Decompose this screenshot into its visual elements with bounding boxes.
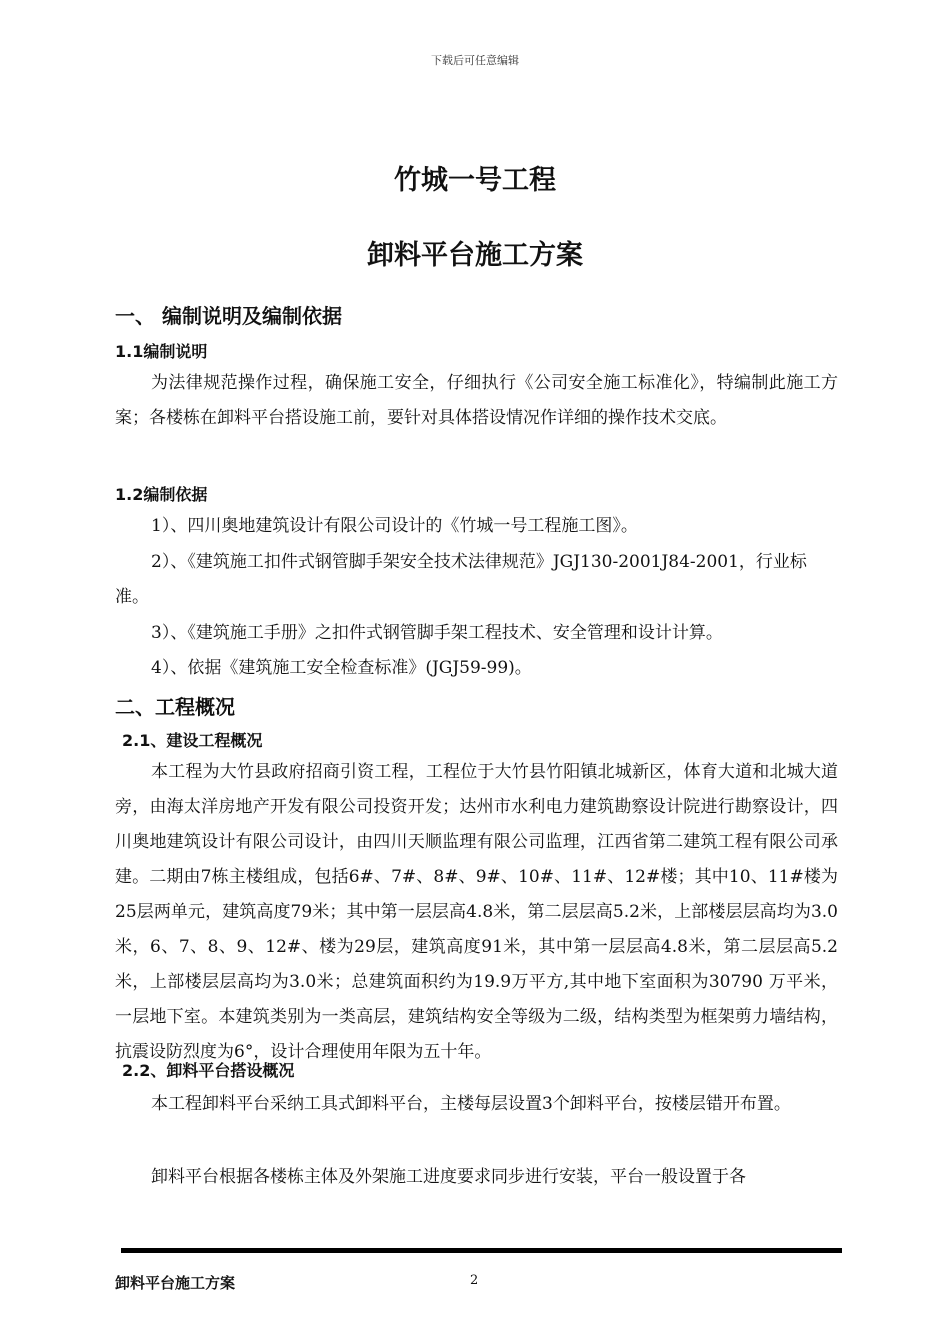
document-title: 卸料平台施工方案 bbox=[367, 240, 583, 271]
section-2-1-heading: 2.1、建设工程概况 bbox=[122, 731, 263, 750]
section-1-2-heading: 1.2编制依据 bbox=[115, 485, 208, 504]
footer-divider bbox=[121, 1248, 842, 1253]
section-2-1-paragraph: 本工程为大竹县政府招商引资工程，工程位于大竹县竹阳镇北城新区，体育大道和北城大道旁，由海太洋房地产开发有限公司投资开发；达州市水利电力建筑勘察设计院进行勘察设计，四川奥地建筑设计有限公司设计，由四川天顺监理有限公司监理，江西省第二建筑工程有限公司承建。二期由7栋主楼组成，包括6#、7#、8#、9#、10#、11#、12#楼；其中10、11#楼为25层两单元，建筑高度79米；其中第一层层高4.8米，第二层层高5.2米，上部楼层层高均为3.0米，6、7、8、9、12#、楼为29层，建筑高度91米，其中第一层层高4.8米，第二层层高5.2米，上部楼层层高均为3.0米；总建筑面积约为19.9万平方,其中地下室面积为30790 万平米，一层地下室。本建筑类别为一类高层，建筑结构安全等级为二级，结构类型为框架剪力墙结构，抗震设防烈度为6°，设计合理使用年限为五十年。 bbox=[115, 762, 838, 1062]
basis-item-1: 1）、四川奥地建筑设计有限公司设计的《竹城一号工程施工图》。 bbox=[151, 516, 638, 536]
section-2-2-paragraph-1: 本工程卸料平台采纳工具式卸料平台，主楼每层设置3个卸料平台，按楼层错开布置。 bbox=[151, 1094, 791, 1114]
section-1-heading: 一、 编制说明及编制依据 bbox=[115, 304, 342, 328]
project-title: 竹城一号工程 bbox=[394, 165, 556, 196]
basis-item-3: 3）、《建筑施工手册》之扣件式钢管脚手架工程技术、安全管理和设计计算。 bbox=[151, 623, 723, 643]
footer-title: 卸料平台施工方案 bbox=[115, 1274, 236, 1292]
basis-item-2: 2）、《建筑施工扣件式钢管脚手架安全技术法律规范》JGJ130-2001J84-2001，行业标准。 bbox=[115, 552, 807, 607]
section-1-1-heading: 1.1编制说明 bbox=[115, 342, 208, 361]
page-header-note: 下载后可任意编辑 bbox=[431, 54, 519, 67]
section-2-2-paragraph-2: 卸料平台根据各楼栋主体及外架施工进度要求同步进行安装，平台一般设置于各 bbox=[151, 1167, 746, 1187]
section-2-2-heading: 2.2、卸料平台搭设概况 bbox=[122, 1061, 295, 1080]
page-number: 2 bbox=[470, 1273, 479, 1288]
section-1-1-paragraph: 为法律规范操作过程，确保施工安全，仔细执行《公司安全施工标准化》，特编制此施工方案；各楼栋在卸料平台搭设施工前，要针对具体搭设情况作详细的操作技术交底。 bbox=[115, 373, 838, 428]
basis-item-4: 4）、依据《建筑施工安全检查标准》(JGJ59-99)。 bbox=[151, 658, 532, 678]
section-2-heading: 二、工程概况 bbox=[115, 695, 235, 719]
